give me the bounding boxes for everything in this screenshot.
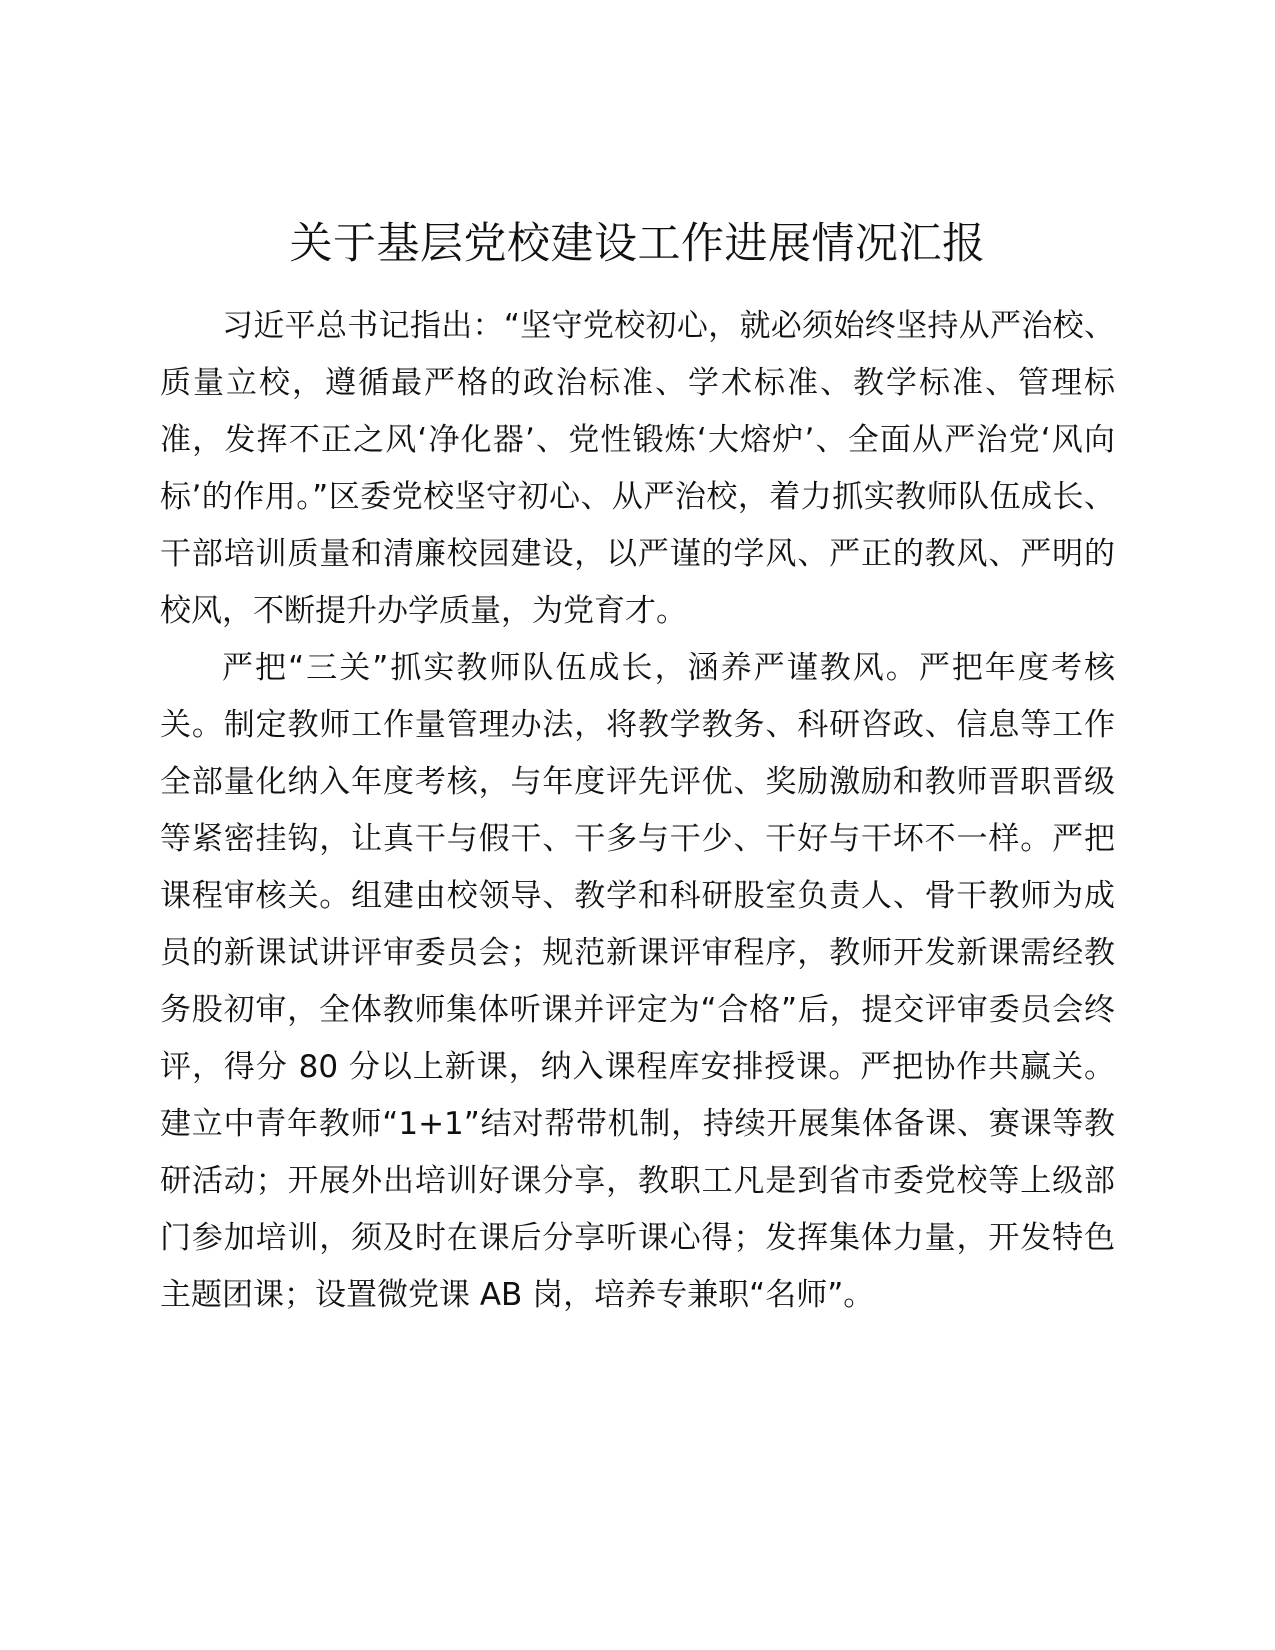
paragraph-teacher-team: 严把“三关”抓实教师队伍成长，涵养严谨教风。严把年度考核关。制定教师工作量管理办法，将教学教务、科研咨政、信息等工作全部量化纳入年度考核，与年度评先评优、奖励激励和教师晋职晋级等紧密挂钩，让真干与假干、干多与干少、干好与干坏不一样。严把课程审核关。组建由校领导、教学和科研股室负责人、骨干教师为成员的新课试讲评审委员会；规范新课评审程序，教师开发新课需经教务股初审，全体教师集体听课并评定为“合格”后，提交评审委员会终评，得分 80 分以上新课，纳入课程库安排授课。严把协作共赢关。建立中青年教师“1+1”结对帮带机制，持续开展集体备课、赛课等教研活动；开展外出培训好课分享，教职工凡是到省市委党校等上级部门参加培训，须及时在课后分享听课心得；发挥集体力量，开发特色主题团课；设置微党课 AB 岗，培养专兼职“名师”。 — [160, 650, 1115, 1313]
document-body — [160, 298, 1115, 1324]
document-title: 关于基层党校建设工作进展情况汇报 — [289, 219, 986, 269]
paragraph-intro: 习近平总书记指出：“坚守党校初心，就必须始终坚持从严治校、质量立校，遵循最严格的政治标准、学术标准、教学标准、管理标准，发挥不正之风‘净化器’、党性锻炼‘大熔炉’、全面从严治党‘风向标’的作用。”区委党校坚守初心、从严治校，着力抓实教师队伍成长、干部培训质量和清廉校园建设，以严谨的学风、严正的教风、严明的校风，不断提升办学质量，为党育才。 — [160, 308, 1115, 629]
